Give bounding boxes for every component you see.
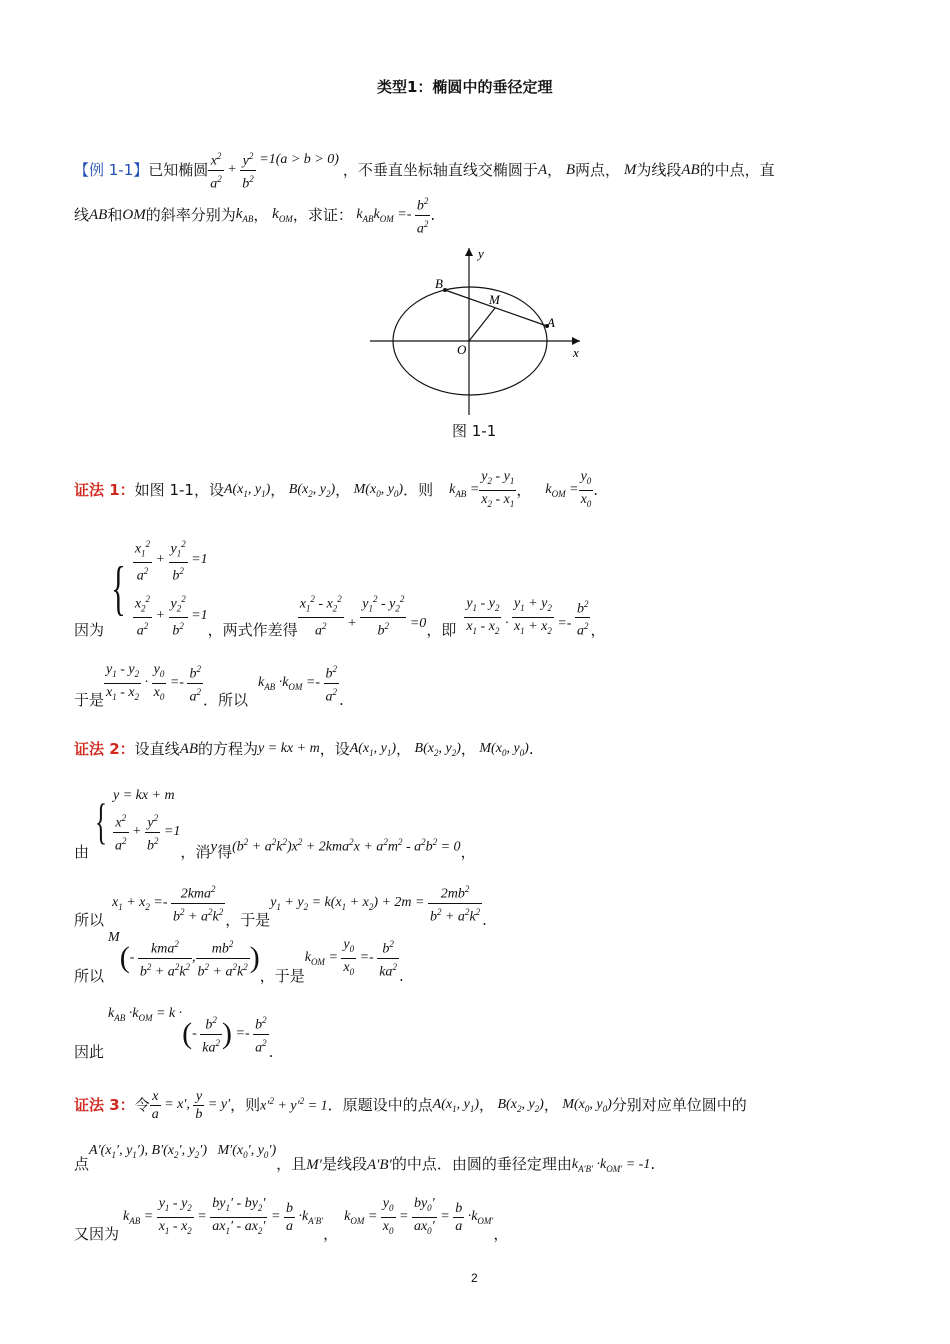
- proof2-line-1: 证法 2： 设直线 AB 的方程为 y = kx + m ，设 $A(x_1$, $y_1$) ， $B(x_2$, $y_2$) ， $M(x_0$, $y_0$) .: [74, 740, 534, 758]
- point-b: [443, 288, 447, 292]
- proof1-line-2: 因为 { $\frac{x_1^2}{a^2}$ + $\frac{y_1^2}{b^2}$ =1 $\frac{x_2^2}{a^2}$ + $\frac{y_2^2}{b^2}$ =1 ，两式作差得 $\frac{x_1^2 - x_2^2}{a^2}$ + $\frac{y_1^2 - y_2^2}{b^2}$ =0 ，即 $\frac{y_1 - y_2}{x_1 - x_2}$ · $\frac{y_1 + y_2}{x_1 + x_2}$ =- $\frac{b^2}{a^2}$ ，: [74, 536, 605, 640]
- proof3-label: 证法 3：: [74, 1096, 135, 1114]
- origin-label: O: [457, 342, 467, 357]
- proof3-line-3: 又因为 $k_{AB}$ = $\frac{y_1 - y_2}{x_1 - x_2}$ = $\frac{by_1' - by_2'}{ax_1' - ax_2'}$ = $\frac{b}{a}$ $\cdot k_{A'B'}$ ， $k_{OM}$ = $\frac{y_0}{x_0}$ = $\frac{by_0'}{ax_0'}$ = $\frac{b}{a}$ $\cdot k_{OM'}$ ，: [74, 1195, 509, 1243]
- segment-om: [469, 308, 495, 341]
- m-label: M: [489, 292, 500, 307]
- example-line-1: 【例 1-1】 已知椭圆 $\frac{x^2}{a^2}$ + $\frac{y^2}{b^2}$ =1(a > b > 0) ，不垂直坐标轴直线交椭圆于 A ， B 两点， M 为线段 AB 的中点，直: [74, 140, 775, 200]
- a-label: A: [547, 315, 555, 330]
- ellipse-term-x: $\frac{x^2}{a^2}$: [208, 148, 224, 192]
- proof1-line-3: 于是 $\frac{y_1 - y_2}{x_1 - x_2}$ · $\frac{y_0}{x_0}$ =- $\frac{b^2}{a^2}$ ．所以 $k_{AB} \cdot k_{OM}$ =- $\frac{b^2}{a^2}$ .: [74, 661, 344, 709]
- proof2-line-5: 因此 $k_{AB} \cdot k_{OM} = k$ · ( - $\frac{b^2}{ka^2}$ ) =- $\frac{b^2}{a^2}$ .: [74, 1006, 274, 1061]
- figure-caption: 图 1-1: [452, 422, 497, 440]
- example-tag: 【例 1-1】: [74, 161, 149, 179]
- page-number: 2: [471, 1271, 478, 1285]
- ellipse-term-y: $\frac{y^2}{b^2}$: [240, 148, 256, 192]
- proof2-label: 证法 2：: [74, 740, 135, 758]
- page-title: 类型1：椭圆中的垂径定理: [377, 78, 553, 96]
- proof1-line-1: 证法 1： 如图 1-1，设 $A(x_1$, $y_1$) ， $B(x_2$, $y_2$) ， $M(x_0$, $y_0$) ．则 $k_{AB}$ = $\frac{y_2 - y_1}{x_2 - x_1}$ ， $k_{OM}$ = $\frac{y_0}{x_0}$ .: [74, 468, 599, 509]
- proof2-line-4: 所以 M ( - $\frac{kma^2}{b^2 + a^2k^2}$ , $\frac{mb^2}{b^2 + a^2k^2}$ ) ，于是 $k_{OM}$ = $\frac{y_0}{x_0}$ =- $\frac{b^2}{ka^2}$ .: [74, 930, 404, 985]
- ellipse-figure: [365, 240, 585, 420]
- x-label: x: [573, 345, 579, 360]
- proof3-line-2: 点 $A'(x_1'$, $y_1'$), $B'(x_2'$, $y_2'$) $M'(x_0'$, $y_0'$) ，且 M′ 是线段 A′B′ 的中点．由圆的垂径定理由 $k_{A'B'} \cdot k_{OM'} = -1$ .: [74, 1142, 656, 1174]
- b-label: B: [435, 276, 443, 291]
- proof2-line-3: 所以 $x_1 + x_2$ =- $\frac{2kma^2}{b^2 + a^2k^2}$ ，于是 $y_1 + y_2 = k(x_1 + x_2) + 2m$ = $\frac{2mb^2}{b^2 + a^2k^2}$ .: [74, 876, 487, 930]
- y-label: y: [478, 246, 484, 261]
- proof3-line-1: 证法 3： 令 $\frac{x}{a}$ = x′, $\frac{y}{b}$ = y′ ，则 $x'^2 + y'^2 = 1$ ．原题设中的点 $A(x_1$, $y_1$) ， $B(x_2$, $y_2$) ， $M(x_0$, $y_0$) 分别对应单位圆中的: [74, 1088, 747, 1122]
- proof2-line-2: 由 { y = kx + m $\frac{x^2}{a^2}$ + $\frac{y^2}{b^2}$ =1 ，消 y 得 $(b^2 + a^2k^2)x^2 + 2kma^2x + a^2m^2 - a^2b^2 = 0$ ，: [74, 787, 476, 861]
- proof1-label: 证法 1：: [74, 481, 135, 499]
- example-line-2: 线 AB 和 OM 的斜率分别为 $k_{AB}$ ， $k_{OM}$ ，求证： $k_{AB}k_{OM}$ =- $\frac{b^2}{a^2}$ .: [74, 190, 435, 240]
- y-axis-arrow: [465, 248, 473, 256]
- x-axis-arrow: [572, 337, 580, 345]
